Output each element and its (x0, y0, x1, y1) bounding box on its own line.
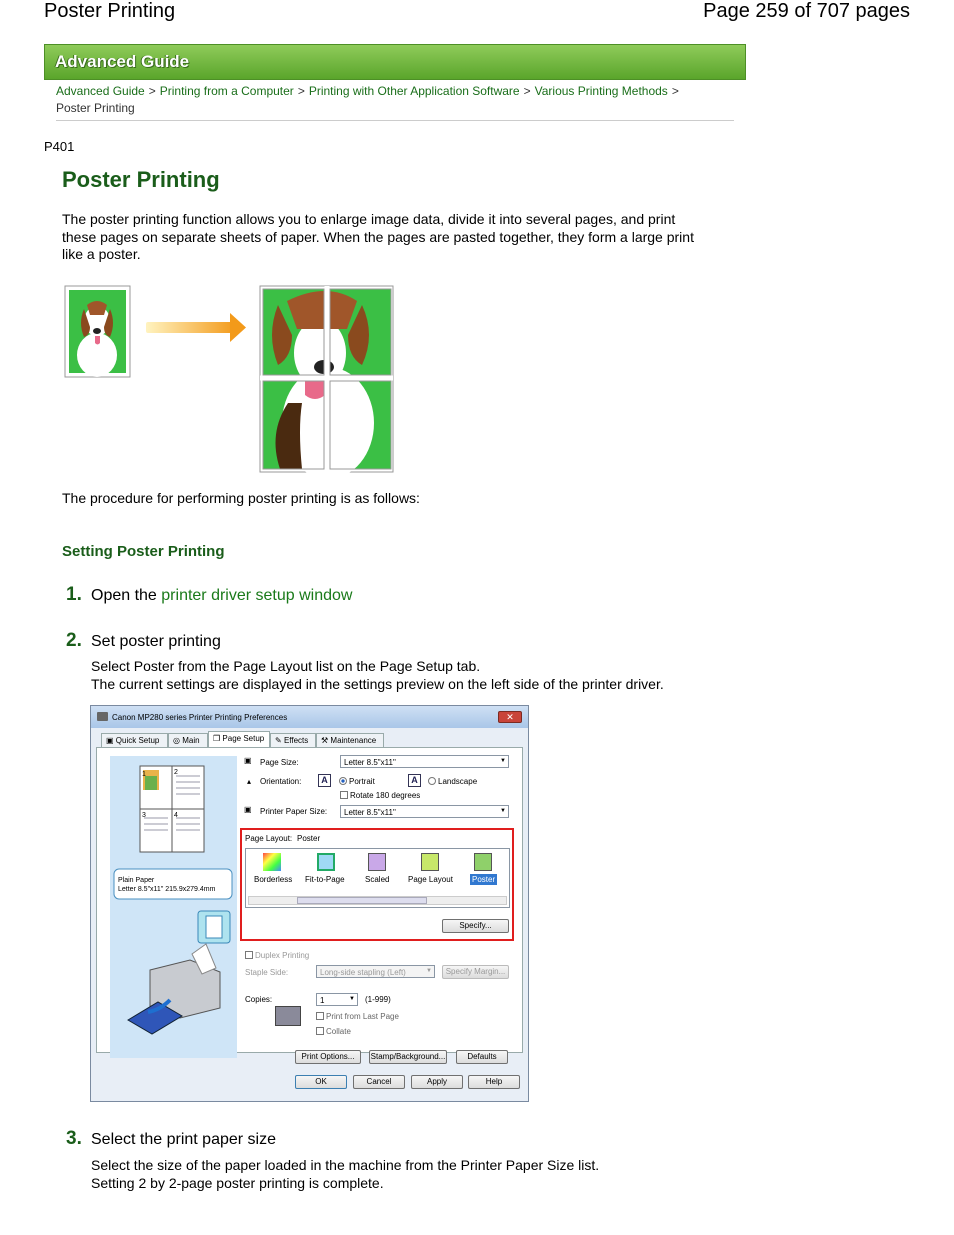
breadcrumb-link-advanced-guide[interactable]: Advanced Guide (56, 84, 145, 98)
layout-page-layout[interactable]: Page Layout (408, 875, 453, 884)
landscape-label: Landscape (438, 777, 478, 786)
paper-info-line: Letter 8.5"x11" 215.9x279.4mm (118, 886, 216, 893)
layout-borderless[interactable]: Borderless (254, 875, 293, 884)
ok-button[interactable]: OK (295, 1075, 347, 1089)
printer-paper-size-label: Printer Paper Size: (260, 807, 328, 816)
staple-side-label: Staple Side: (245, 968, 289, 977)
copies-range: (1-999) (365, 995, 391, 1004)
cancel-button[interactable]: Cancel (353, 1075, 405, 1089)
breadcrumb (56, 83, 736, 117)
checkbox-icon (316, 1012, 324, 1020)
copies-label: Copies: (245, 995, 273, 1004)
intro-paragraph: The poster printing function allows you to enlarge image data, divide it into several pages, and print these pages on separate sheets of paper. When the pages are pasted together, they form a large print like a poster. (62, 211, 694, 262)
tab-main[interactable]: ◎ Main (168, 733, 208, 747)
rotate-checkbox[interactable] (340, 791, 420, 800)
checkbox-icon (316, 1027, 324, 1035)
step-description (91, 657, 664, 693)
preview-number: 1 (142, 771, 146, 778)
divider (56, 120, 734, 121)
step-description-line: Select Poster from the Page Layout list on the Page Setup tab. (91, 658, 481, 674)
enlarge-arrow (146, 313, 246, 342)
tab-effects[interactable]: ✎ Effects (270, 733, 316, 747)
tab-maintenance-label: Maintenance (330, 736, 377, 745)
portrait-icon: A (318, 774, 331, 787)
step-description-line: Select the size of the paper loaded in the machine from the Printer Paper Size list. (91, 1157, 600, 1173)
breadcrumb-current: Poster Printing (56, 101, 135, 115)
layout-fit-to-page[interactable]: Fit-to-Page (305, 875, 345, 884)
step-number: 1. (66, 584, 82, 605)
staple-side-select[interactable]: Long-side stapling (Left) ▼ (316, 965, 435, 978)
breadcrumb-link-printing-from-computer[interactable]: Printing from a Computer (159, 84, 294, 98)
step-description-line: The current settings are displayed in the settings preview on the left side of the printer driver. (91, 676, 664, 692)
printer-driver-setup-link[interactable]: printer driver setup window (161, 587, 353, 604)
checkbox-icon (340, 791, 348, 799)
preview-graphic (110, 756, 237, 1058)
breadcrumb-link-various-methods[interactable]: Various Printing Methods (534, 84, 668, 98)
duplex-checkbox[interactable] (245, 951, 309, 960)
section-title: Setting Poster Printing (62, 543, 225, 560)
print-from-last-checkbox[interactable] (316, 1012, 399, 1021)
breadcrumb-separator: > (523, 84, 531, 98)
apply-button[interactable]: Apply (411, 1075, 463, 1089)
portrait-radio[interactable] (339, 777, 375, 786)
tab-main-label: Main (182, 736, 200, 745)
close-icon[interactable]: ✕ (498, 711, 522, 723)
page-title: Poster Printing (62, 167, 220, 192)
breadcrumb-link-other-software[interactable]: Printing with Other Application Software (308, 84, 520, 98)
page-size-select[interactable]: Letter 8.5"x11" ▼ (340, 755, 509, 768)
tab-page-setup-label: Page Setup (222, 734, 265, 743)
step-title: Select the print paper size (91, 1131, 276, 1148)
tab-effects-label: Effects (283, 736, 309, 745)
page-layout-value: Poster (297, 834, 321, 843)
banner-label: Advanced Guide (55, 52, 190, 71)
tab-maintenance[interactable]: ⚒ Maintenance (316, 733, 384, 747)
preview-number: 4 (174, 812, 178, 819)
breadcrumb-separator: > (671, 84, 679, 98)
specify-margin-button[interactable]: Specify Margin... (442, 965, 509, 979)
page-size-icon: ▣ (244, 756, 252, 765)
tab-page-setup[interactable]: ❒ Page Setup (208, 731, 270, 748)
collate-label: Collate (326, 1027, 351, 1036)
page-size-label: Page Size: (260, 758, 299, 767)
checkbox-icon (245, 951, 253, 959)
procedure-intro: The procedure for performing poster printing is as follows: (62, 490, 420, 506)
radio-icon (428, 777, 436, 785)
dialog-title-bar (91, 706, 528, 728)
page-indicator: Page 259 of 707 pages (703, 0, 910, 22)
page-header-title: Poster Printing (44, 0, 176, 22)
layout-scaled[interactable]: Scaled (365, 875, 390, 884)
step-description (91, 1156, 599, 1192)
tab-quick-setup[interactable]: ▣ Quick Setup (101, 733, 168, 747)
portrait-label: Portrait (349, 777, 375, 786)
step-number: 2. (66, 630, 82, 651)
stamp-background-button[interactable]: Stamp/Background... (369, 1050, 447, 1064)
source-image-thumbnail (65, 286, 130, 377)
duplex-label: Duplex Printing (255, 951, 310, 960)
specify-button[interactable]: Specify... (442, 919, 509, 933)
rotate-label: Rotate 180 degrees (350, 791, 421, 800)
breadcrumb-separator: > (148, 84, 156, 98)
printer-icon (97, 712, 108, 721)
copies-icon (275, 1006, 301, 1026)
preview-number: 3 (142, 812, 146, 819)
help-button[interactable]: Help (468, 1075, 520, 1089)
page-layout-label: Page Layout: (245, 834, 293, 843)
orientation-icon: ▴ (247, 777, 252, 786)
printer-paper-size-select[interactable]: Letter 8.5"x11" ▼ (340, 805, 509, 818)
poster-illustration (62, 283, 396, 473)
landscape-radio[interactable] (428, 777, 477, 786)
paper-info-line: Plain Paper (118, 877, 155, 884)
printer-paper-size-icon: ▣ (244, 805, 252, 814)
orientation-label: Orientation: (260, 777, 302, 786)
advanced-guide-banner (44, 44, 746, 80)
preview-number: 2 (174, 769, 178, 776)
layout-poster-selected[interactable]: Poster (472, 875, 496, 884)
tab-quick-setup-label: Quick Setup (115, 736, 160, 745)
step-number: 3. (66, 1128, 82, 1149)
collate-checkbox[interactable] (316, 1027, 351, 1036)
radio-selected-icon (339, 777, 347, 785)
poster-tiles (260, 286, 393, 473)
step-description-line: Setting 2 by 2-page poster printing is complete. (91, 1175, 384, 1191)
breadcrumb-separator: > (297, 84, 305, 98)
print-from-last-label: Print from Last Page (326, 1012, 399, 1021)
print-options-button[interactable]: Print Options... (295, 1050, 361, 1064)
page-layout-highlight (240, 828, 514, 941)
step-title (91, 587, 352, 605)
landscape-icon: A (408, 774, 421, 787)
doc-code: P401 (44, 139, 75, 154)
step-title-prefix: Open the (91, 587, 162, 604)
copies-input[interactable]: 1 ▼ (316, 993, 358, 1006)
step-title: Set poster printing (91, 633, 221, 650)
dialog-title: Canon MP280 series Printer Printing Preferences (112, 713, 288, 722)
settings-preview (110, 756, 237, 1058)
defaults-button[interactable]: Defaults (456, 1050, 508, 1064)
